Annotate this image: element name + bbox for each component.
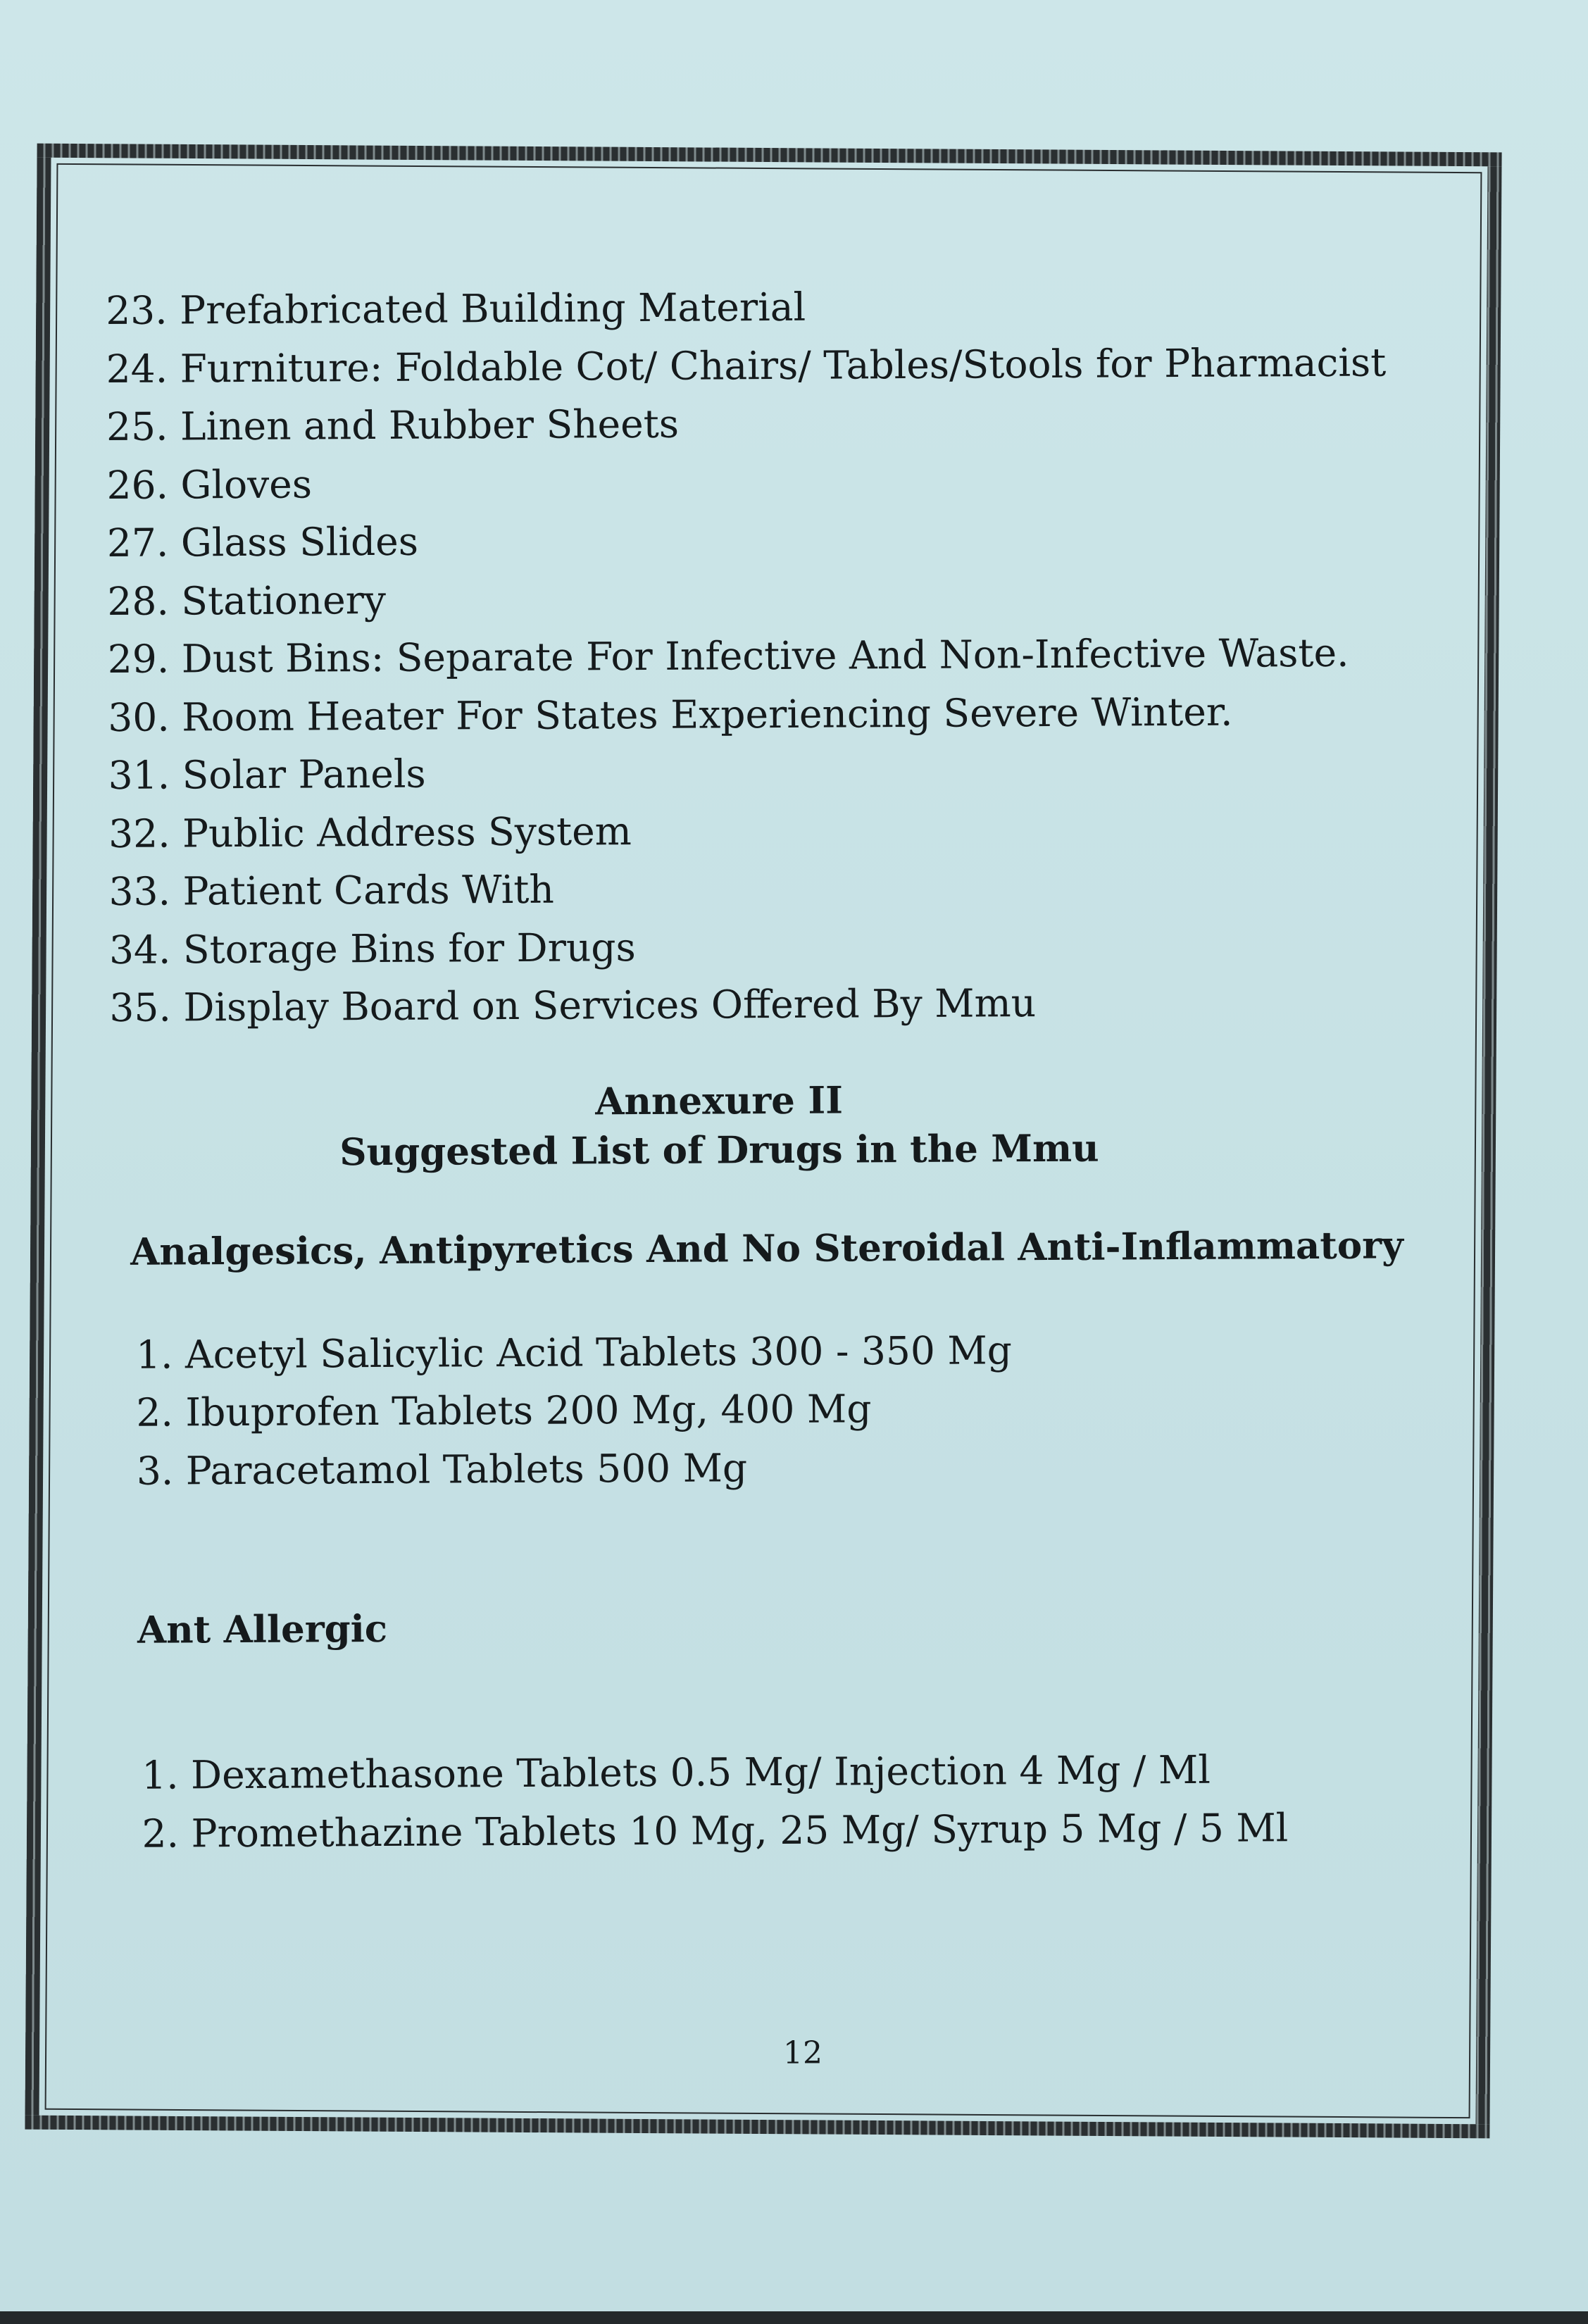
list-item: 30. Room Heater For States Experiencing Severe Winter.: [108, 689, 1233, 740]
list-item: 29. Dust Bins: Separate For Infective And Non-Infective Waste.: [107, 630, 1349, 682]
section-heading-analgesics: Analgesics, Antipyretics And No Steroidal Anti-Inflammatory: [130, 1223, 1404, 1274]
list-item: 31. Solar Panels: [108, 751, 426, 798]
list-item: 1. Acetyl Salicylic Acid Tablets 300 - 350 Mg: [135, 1327, 1013, 1377]
list-item: 33. Patient Cards With: [108, 866, 554, 914]
list-item: 28. Stationery: [107, 577, 387, 624]
list-item: 35. Display Board on Services Offered By Mmu: [109, 980, 1037, 1030]
section-heading-ant-allergic: Ant Allergic: [137, 1606, 388, 1652]
list-item: 34. Storage Bins for Drugs: [108, 924, 636, 973]
annexure-header: [110, 1073, 1329, 1177]
list-item: 23. Prefabricated Building Material: [106, 284, 806, 333]
drug-list-ant-allergic: [113, 1739, 1417, 1863]
list-item: 2. Ibuprofen Tablets 200 Mg, 400 Mg: [136, 1386, 872, 1435]
list-item: 25. Linen and Rubber Sheets: [106, 401, 680, 449]
list-item: 1. Dexamethasone Tablets 0.5 Mg/ Injection 4 Mg / Ml: [141, 1747, 1211, 1798]
list-item: 27. Glass Slides: [106, 518, 419, 566]
list-item: 26. Gloves: [106, 461, 313, 508]
annexure-subtitle: Suggested List of Drugs in the Mmu: [339, 1126, 1099, 1174]
annexure-title: Annexure II: [595, 1078, 844, 1123]
list-item: 3. Paracetamol Tablets 500 Mg: [136, 1444, 748, 1494]
equipment-list: [106, 275, 1413, 1037]
list-item: 2. Promethazine Tablets 10 Mg, 25 Mg/ Syrup 5 Mg / 5 Ml: [142, 1804, 1289, 1856]
list-item: 24. Furniture: Foldable Cot/ Chairs/ Tables/Stools for Pharmacist: [106, 339, 1387, 392]
list-item: 32. Public Address System: [108, 808, 632, 856]
drug-list-analgesics: [111, 1319, 1415, 1500]
page-content: [106, 275, 1417, 1863]
scan-bottom-edge: [0, 2311, 1588, 2324]
page-number: 12: [783, 2035, 823, 2071]
